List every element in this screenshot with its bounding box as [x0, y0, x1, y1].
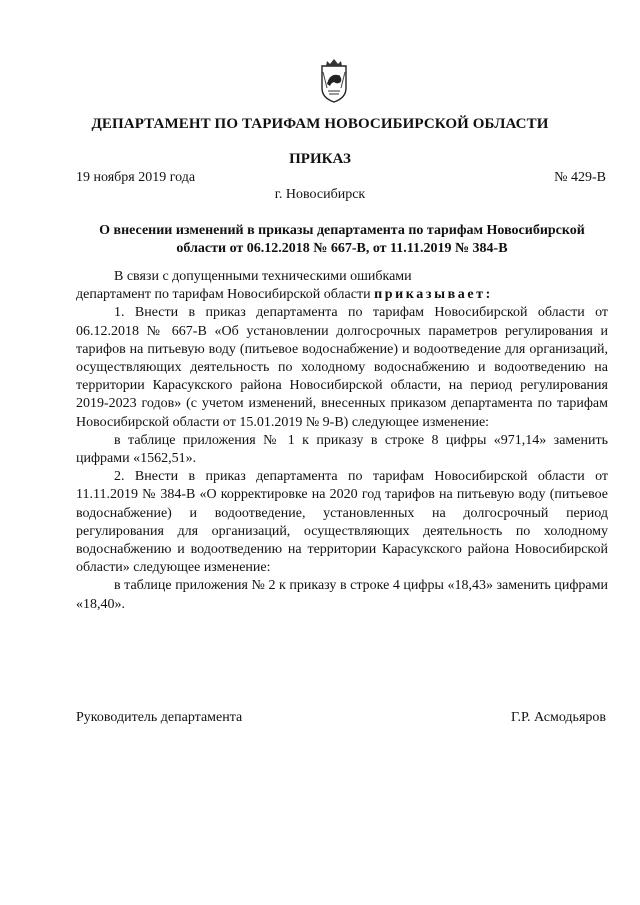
coat-of-arms-icon — [318, 58, 350, 104]
item-2: 2. Внести в приказ департамента по тарифам Новосибирской области от 11.11.2019 № 384-В «О корректировке на 2020 год тарифов на питьевую воду (питьевое водоснабжение) и водоотведение, установленных на долгосрочный период регулирования для организаций, осуществляющих деятельность по холодному водоснабжению и водоотведению на территории Карасукского района Новосибирской области» следующее изменение: — [76, 469, 608, 576]
department-title: ДЕПАРТАМЕНТ ПО ТАРИФАМ НОВОСИБИРСКОЙ ОБЛАСТИ — [91, 116, 549, 132]
issue-city: г. Новосибирск — [274, 187, 366, 202]
orders-word: приказывает: — [374, 287, 493, 303]
order-subject: О внесении изменений в приказы департамента по тарифам Новосибирской области от 06.12.2018 № 667-В, от 11.11.2019 № 384-В — [99, 223, 585, 256]
order-body — [76, 268, 608, 614]
signatory-role: Руководитель департамента — [76, 710, 243, 725]
intro-department: департамент по тарифам Новосибирской области — [76, 287, 371, 303]
signatory-name: Г.Р. Асмодьяров — [510, 710, 606, 725]
item-2-change: в таблице приложения № 2 к приказу в строке 4 цифры «18,43» заменить цифрами «18,40». — [76, 578, 608, 612]
document-type: ПРИКАЗ — [289, 151, 351, 167]
item-1-change: в таблице приложения № 1 к приказу в строке 8 цифры «971,14» заменить цифрами «1562,51». — [76, 432, 608, 467]
intro-line-2 — [76, 286, 608, 304]
item-1: 1. Внести в приказ департамента по тарифам Новосибирской области от 06.12.2018 № 667-В «Об установлении долгосрочных параметров регулирования и тарифов на питьевую воду (питьевое водоснабжение) и водоотведение для организаций, осуществляющих деятельность по холодному водоснабжению и водоотведению на территории Карасукского района Новосибирской области, на период регулирования 2019-2023 годов» (с учетом изменений, внесенных приказом департамента по тарифам Новосибирской области от 15.01.2019 № 9-В) следующее изменение: — [76, 305, 608, 430]
order-number: № 429-В — [554, 170, 606, 185]
order-date: 19 ноября 2019 года — [76, 170, 196, 185]
intro-line-1: В связи с допущенными техническими ошибками — [114, 269, 412, 284]
